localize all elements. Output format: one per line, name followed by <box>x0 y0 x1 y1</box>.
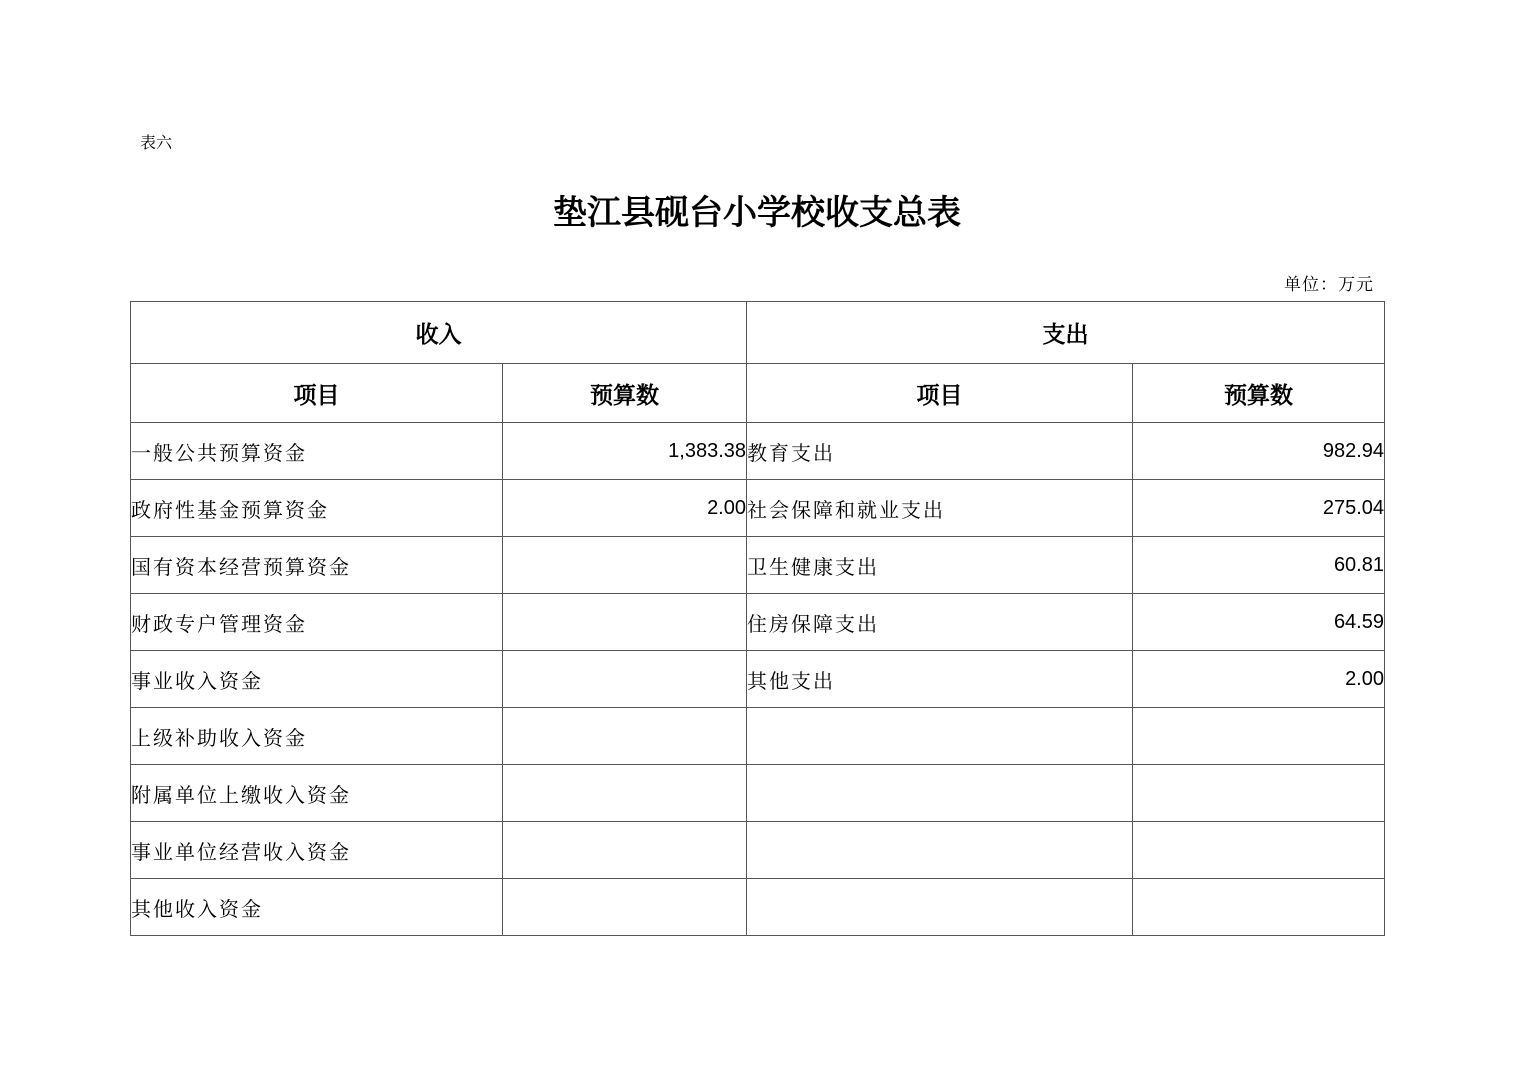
table-row <box>131 423 1385 480</box>
income-item: 政府性基金预算资金 <box>131 480 503 537</box>
table-row <box>131 879 1385 936</box>
table-row <box>131 480 1385 537</box>
income-header: 收入 <box>131 302 747 364</box>
income-item: 事业单位经营收入资金 <box>131 822 503 879</box>
expense-amount <box>1133 708 1385 765</box>
table-number: 表六 <box>140 133 173 152</box>
expense-item: 住房保障支出 <box>747 594 1133 651</box>
income-amount: 2.00 <box>503 480 747 537</box>
expense-amount: 2.00 <box>1133 651 1385 708</box>
expense-header: 支出 <box>747 302 1385 364</box>
expense-amount-header: 预算数 <box>1133 364 1385 423</box>
expense-item-header: 项目 <box>747 364 1133 423</box>
table-row <box>131 822 1385 879</box>
table-row <box>131 708 1385 765</box>
income-amount <box>503 708 747 765</box>
income-item-header: 项目 <box>131 364 503 423</box>
expense-amount: 60.81 <box>1133 537 1385 594</box>
expense-item <box>747 708 1133 765</box>
table-row <box>131 765 1385 822</box>
income-amount <box>503 765 747 822</box>
expense-item: 其他支出 <box>747 651 1133 708</box>
income-amount <box>503 879 747 936</box>
expense-amount: 275.04 <box>1133 480 1385 537</box>
income-amount: 1,383.38 <box>503 423 747 480</box>
table-row <box>131 537 1385 594</box>
income-amount-header: 预算数 <box>503 364 747 423</box>
unit-label: 单位：万元 <box>1284 275 1374 295</box>
table-row <box>131 594 1385 651</box>
income-item: 事业收入资金 <box>131 651 503 708</box>
expense-amount <box>1133 879 1385 936</box>
income-item: 国有资本经营预算资金 <box>131 537 503 594</box>
expense-item <box>747 879 1133 936</box>
income-item: 财政专户管理资金 <box>131 594 503 651</box>
expense-item: 卫生健康支出 <box>747 537 1133 594</box>
expense-item <box>747 822 1133 879</box>
expense-amount <box>1133 822 1385 879</box>
income-expense-table <box>130 301 1385 936</box>
income-amount <box>503 651 747 708</box>
expense-amount: 982.94 <box>1133 423 1385 480</box>
income-amount <box>503 822 747 879</box>
expense-amount: 64.59 <box>1133 594 1385 651</box>
expense-item <box>747 765 1133 822</box>
column-header-row <box>131 364 1385 423</box>
income-item: 上级补助收入资金 <box>131 708 503 765</box>
income-amount <box>503 537 747 594</box>
group-header-row <box>131 302 1385 364</box>
expense-amount <box>1133 765 1385 822</box>
income-item: 一般公共预算资金 <box>131 423 503 480</box>
income-item: 其他收入资金 <box>131 879 503 936</box>
expense-item: 教育支出 <box>747 423 1133 480</box>
table-row <box>131 651 1385 708</box>
income-item: 附属单位上缴收入资金 <box>131 765 503 822</box>
income-amount <box>503 594 747 651</box>
document-title: 垫江县砚台小学校收支总表 <box>553 193 961 233</box>
expense-item: 社会保障和就业支出 <box>747 480 1133 537</box>
